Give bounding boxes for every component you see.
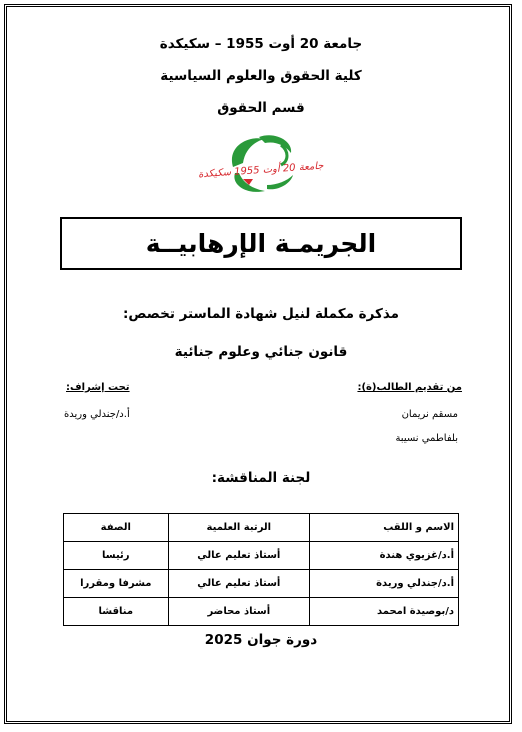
table-row (64, 570, 459, 598)
member-rank: أستاذ تعليم عالي (168, 570, 310, 598)
member-role: مناقشا (64, 598, 169, 626)
university-logo (197, 133, 324, 197)
member-rank: أستاذ تعليم عالي (168, 542, 310, 570)
member-name: أ.د/غزيوي هندة (310, 542, 459, 570)
header-rank: الرتبة العلمية (168, 514, 310, 542)
table-row (64, 598, 459, 626)
header-role: الصفة (64, 514, 169, 542)
supervisor-label: تحت إشراف: (66, 382, 130, 393)
student-name-1: مسقم نريمان (401, 409, 458, 420)
table-header-row (64, 514, 459, 542)
member-name: د/بوصيدة امحمد (310, 598, 459, 626)
faculty-name: كلية الحقوق والعلوم السياسية (160, 68, 362, 84)
student-name-2: بلفاطمي نسيبة (395, 433, 458, 444)
students-label: من تقديم الطالب(ة): (357, 382, 462, 393)
committee-table (63, 513, 459, 626)
committee-heading: لجنة المناقشة: (211, 470, 311, 486)
member-role: مشرفا ومقررا (64, 570, 169, 598)
svg-text:جامعة 20 أوت 1955 سكيكدة: جامعة 20 أوت 1955 سكيكدة (197, 160, 324, 181)
member-rank: أستاذ محاضر (168, 598, 310, 626)
thesis-title-box (60, 217, 462, 270)
session-label: دورة جوان 2025 (204, 632, 318, 648)
thesis-specialty: قانون جنائي وعلوم جنائية (174, 344, 348, 360)
thesis-subtitle: مذكرة مكملة لنيل شهادة الماستر تخصص: (122, 306, 400, 322)
supervisor-name: أ.د/جندلي وريدة (64, 409, 130, 420)
thesis-title: الجريمـة الإرهابيــة (145, 229, 377, 258)
member-name: أ.د/جندلي وريدة (310, 570, 459, 598)
university-name: جامعة 20 أوت 1955 – سكيكدة (159, 36, 363, 52)
department-name: قسم الحقوق (217, 100, 305, 116)
member-role: رئيسا (64, 542, 169, 570)
table-row (64, 542, 459, 570)
header-name: الاسم و اللقب (310, 514, 459, 542)
